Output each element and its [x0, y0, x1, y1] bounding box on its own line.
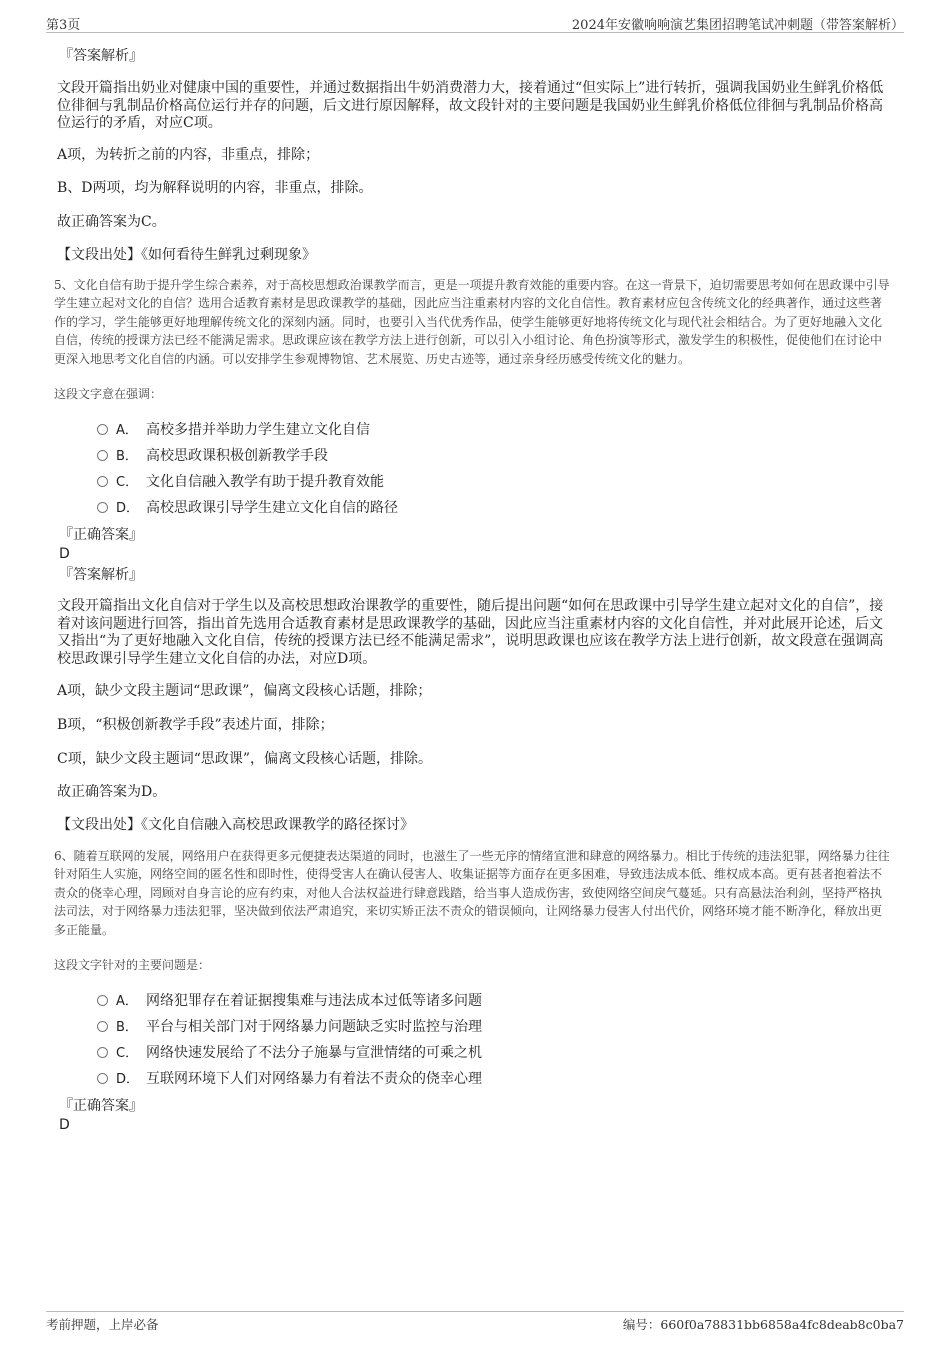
radio-icon[interactable] [97, 476, 108, 487]
footer-slogan: 考前押题，上岸必备 [46, 1317, 159, 1332]
question-passage: 5、文化自信有助于提升学生综合素养，对于高校思想政治课教学而言，更是一项提升教育效能的重要内容。在这一背景下，迫切需要思考如何在思政课中引导学生建立起对文化的自信？选用合适教育素材是思政课教学的基础，因此应当注重素材内容的文化自信性。教育素材应包含传统文化的经典著作，通过这些著作的学习，学生能够更好地理解传统文化的深刻内涵。同时，也要引入当代优秀作品，使学生能够更好地将传统文化与现代社会相结合。为了更好地融入文化自信，传统的授课方法已经不能满足需求。思政课应该在教学方法上进行创新，可以引入小组讨论、角色扮演等形式，激发学生的积极性，促使他们在讨论中更深入地思考文化自信的内涵。可以安排学生参观博物馆、艺术展览、历史古迹等，通过亲身经历感受传统文化的魅力。 [54, 277, 890, 366]
option-d[interactable]: D． 高校思政课引导学生建立文化自信的路径 [97, 495, 893, 521]
question-prompt: 这段文字针对的主要问题是： [54, 958, 211, 973]
radio-icon[interactable] [97, 995, 108, 1006]
explanation-line: A项，为转折之前的内容，非重点，排除； [57, 146, 320, 163]
source-citation: 【文段出处】《文化自信融入高校思政课教学的路径探讨》 [57, 816, 414, 833]
explanation-line: C项，缺少文段主题词“思政课”，偏离文段核心话题，排除。 [57, 750, 433, 767]
correct-answer-label: 『正确答案』 [59, 527, 143, 544]
document-id: 编号：660f0a78831bb6858a4fc8deab8c0ba7 [622, 1317, 904, 1332]
explanation-line: B项，“积极创新教学手段”表述片面，排除； [57, 717, 334, 734]
radio-icon[interactable] [97, 502, 108, 513]
radio-icon[interactable] [97, 424, 108, 435]
option-d[interactable]: D． 互联网环境下人们对网络暴力有着法不责众的侥幸心理 [97, 1066, 893, 1092]
analysis-text: 文段开篇指出文化自信对于学生以及高校思想政治课教学的重要性，随后提出问题“如何在思政课中引导学生建立起对文化的自信”，接着对该问题进行回答，指出首先选用合适教育素材是思政课教学的基础，因此应当注重素材内容的文化自信性，并对此展开论述，后文又指出“为了更好地融入文化自信，传统的授课方法已经不能满足需求”，说明思政课也应该在教学方法上进行创新，故文段意在强调高校思政课引导学生建立文化自信的办法，对应D项。 [57, 598, 884, 667]
radio-icon[interactable] [97, 450, 108, 461]
page-footer [46, 1311, 904, 1334]
source-citation: 【文段出处】《如何看待生鲜乳过剩现象》 [57, 246, 316, 263]
radio-icon[interactable] [97, 1073, 108, 1084]
page-number: 第3页 [46, 18, 81, 33]
question-prompt: 这段文字意在强调： [54, 387, 163, 402]
analysis-text: 文段开篇指出奶业对健康中国的重要性，并通过数据指出牛奶消费潜力大，接着通过“但实际上”进行转折，强调我国奶业生鲜乳价格低位徘徊与乳制品价格高位运行并存的问题，后文进行原因解释，故文段针对的主要问题是我国奶业生鲜乳价格低位徘徊与乳制品价格高位运行的矛盾，对应C项。 [57, 80, 884, 132]
option-c[interactable]: C． 网络快速发展给了不法分子施暴与宣泄情绪的可乘之机 [97, 1040, 893, 1066]
conclusion: 故正确答案为C。 [57, 213, 166, 230]
option-c[interactable]: C． 文化自信融入教学有助于提升教育效能 [97, 469, 893, 495]
page-header [46, 12, 904, 33]
option-b[interactable]: B． 平台与相关部门对于网络暴力问题缺乏实时监控与治理 [97, 1014, 893, 1040]
options-list [97, 417, 893, 521]
explanation-line: B、D两项，均为解释说明的内容，非重点，排除。 [57, 180, 373, 197]
option-a[interactable]: A． 网络犯罪存在着证据搜集难与违法成本过低等诸多问题 [97, 988, 893, 1014]
option-a[interactable]: A． 高校多措并举助力学生建立文化自信 [97, 417, 893, 443]
analysis-label: 『答案解析』 [59, 567, 143, 584]
analysis-label: 『答案解析』 [59, 48, 143, 64]
document-title: 2024年安徽响响演艺集团招聘笔试冲刺题（带答案解析） [571, 18, 904, 33]
options-list [97, 988, 893, 1092]
correct-answer: D [59, 1117, 70, 1134]
radio-icon[interactable] [97, 1047, 108, 1058]
explanation-line: A项，缺少文段主题词“思政课”，偏离文段核心话题，排除； [57, 683, 432, 700]
correct-answer: D [59, 546, 70, 563]
question-passage: 6、随着互联网的发展，网络用户在获得更多元便捷表达渠道的同时，也滋生了一些无序的情绪宣泄和肆意的网络暴力。相比于传统的违法犯罪，网络暴力往往针对陌生人实施，网络空间的匿名性和即时性，使得受害人在确认侵害人、收集证据等方面存在更多困难，导致违法成本低、维权成本高。更有甚者抱着法不责众的侥幸心理，罔顾对自身言论的应有约束，对他人合法权益进行肆意践踏，给当事人造成伤害，致使网络空间戾气蔓延。只有高悬法治利剑，坚持严格执法司法，对于网络暴力违法犯罪，坚决做到依法严肃追究，来切实矫正法不责众的错误倾向，让网络暴力侵害人付出代价，网络环境才能不断净化，释放出更多正能量。 [54, 848, 890, 937]
option-b[interactable]: B． 高校思政课积极创新教学手段 [97, 443, 893, 469]
page-content [54, 46, 893, 1134]
correct-answer-label: 『正确答案』 [59, 1098, 143, 1115]
conclusion: 故正确答案为D。 [57, 784, 167, 801]
radio-icon[interactable] [97, 1021, 108, 1032]
